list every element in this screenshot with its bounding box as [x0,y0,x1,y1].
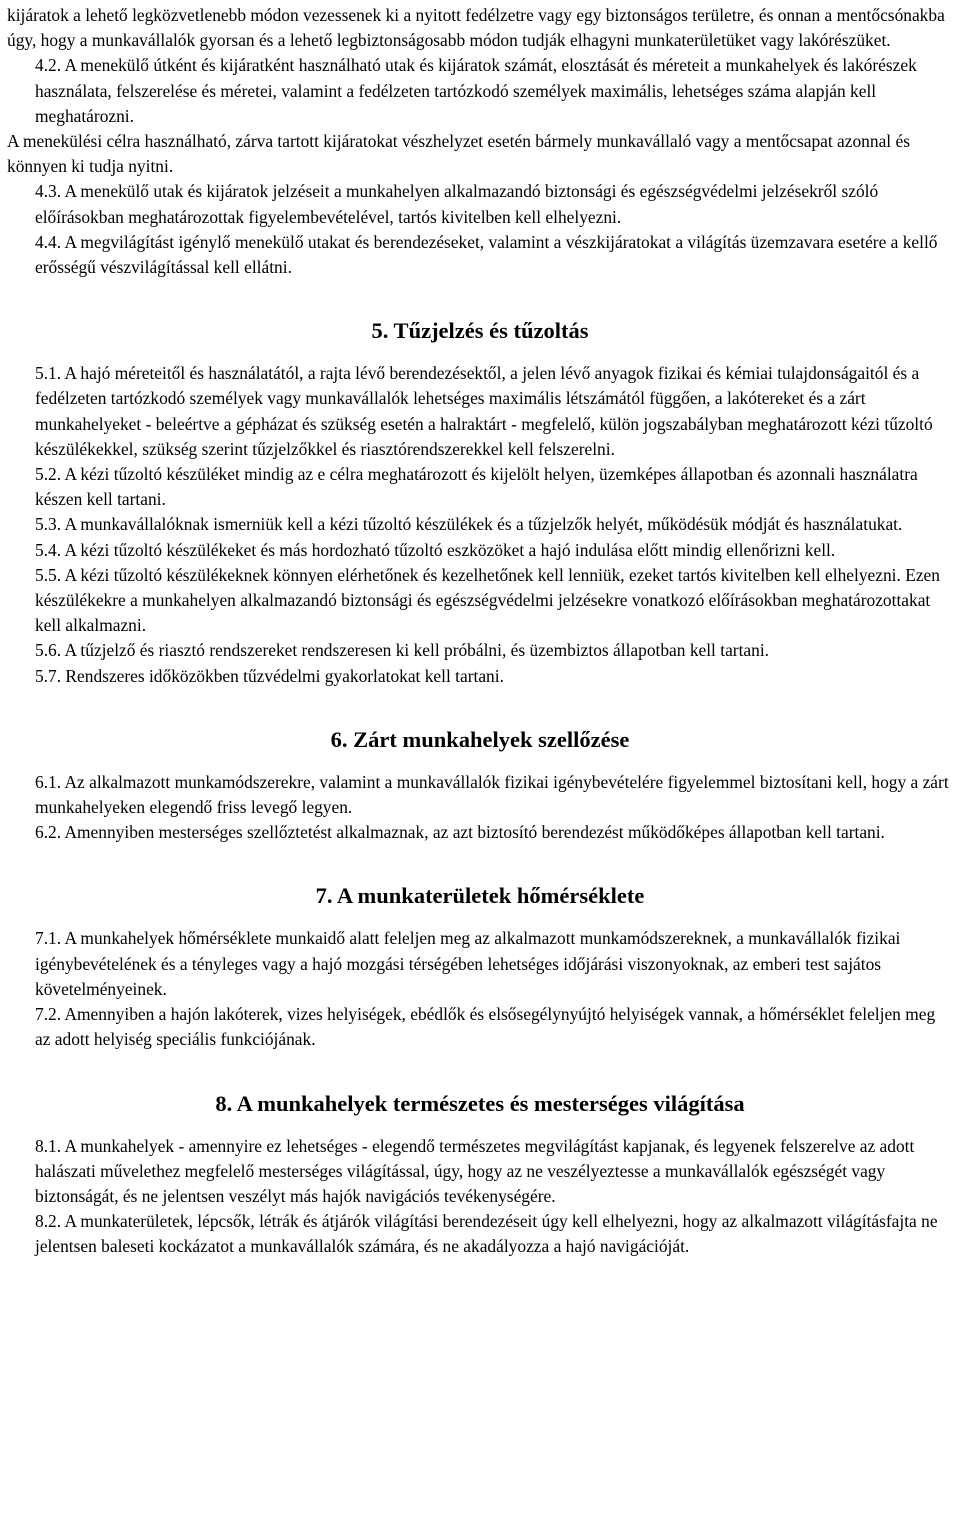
paragraph-5-4: 5.4. A kézi tűzoltó készülékeket és más hordozható tűzoltó eszközöket a hajó indulása előtt mindig ellenőrizni kell. [35,539,836,560]
paragraph-5-6: 5.6. A tűzjelző és riasztó rendszereket rendszeresen ki kell próbálni, és üzembiztos állapotban kell tartani. [35,640,770,661]
paragraph-4-2-cont: A menekülési célra használható, zárva tartott kijáratokat vészhelyzet esetén bármely munkavállaló vagy a mentőcsapat azonnal és könnyen ki tudja nyitni. [7,131,910,177]
paragraph-4-3: 4.3. A menekülő utak és kijáratok jelzéseit a munkahelyen alkalmazandó biztonsági és egészségvédelmi jelzésekről szóló előírásokban meghatározottak figyelembevételével, tartós kivitelben kell elhelyezni. [35,181,879,227]
section-8-title: 8. A munkahelyek természetes és mesterséges világítása [215,1090,745,1116]
paragraph-7-1: 7.1. A munkahelyek hőmérséklete munkaidő alatt feleljen meg az alkalmazott munkamódszereknek, a munkavállalók fizikai igénybevételének és a tényleges vagy a hajó mozgási térségében lehetséges időjárási viszonyoknak, az emberi test sajátos követelményeinek. [35,928,901,999]
paragraph-4-2: 4.2. A menekülő útként és kijáratként használható utak és kijáratok számát, elosztását és méreteit a munkahelyek és lakórészek használata, felszerelése és méretei, valamint a fedélzeten tartózkodó személyek maximális, lehetséges száma alapján kell meghatározni. [35,55,917,126]
paragraph-7-2: 7.2. Amennyiben a hajón lakóterek, vizes helyiségek, ebédlők és elsősegélynyújtó helyiségek vannak, a hőmérséklet feleljen meg az adott helyiség speciális funkciójának. [35,1004,936,1050]
paragraph-6-2: 6.2. Amennyiben mesterséges szellőztetést alkalmaznak, az azt biztosító berendezést működőképes állapotban kell tartani. [35,822,885,843]
paragraph-8-2: 8.2. A munkaterületek, lépcsők, létrák és átjárók világítási berendezéseit úgy kell elhelyezni, hogy az alkalmazott világításfajta ne jelentsen baleseti kockázatot a munkavállalók számára, és ne akadályozza a hajó navigációját. [35,1211,938,1257]
paragraph-5-1: 5.1. A hajó méreteitől és használatától, a rajta lévő berendezésektől, a jelen lévő anyagok fizikai és kémiai tulajdonságaitól és a fedélzeten tartózkodó személyek vagy munkavállalók lehetséges maximális létszámától függően, a lakótereket és a zárt munkahelyeket - beleértve a gépházat és szükség esetén a halraktárt - megfelelő, külön jogszabályban meghatározott kézi tűzoltó készülékekkel, szükség szerint tűzjelzőkkel és riasztórendszerekkel kell felszerelni. [35,363,933,459]
section-7-title: 7. A munkaterületek hőmérséklete [315,883,645,909]
section-6-title: 6. Zárt munkahelyek szellőzése [330,726,630,752]
paragraph-5-5: 5.5. A kézi tűzoltó készülékeknek könnyen elérhetőnek és kezelhetőnek kell lenniük, ezeket tartós kivitelben kell elhelyezni. Ezen készülékekre a munkahelyen alkalmazandó biztonsági és egészségvédelmi jelzésekre vonatkozó előírásokban meghatározottakat kell alkalmazni. [35,564,940,636]
paragraph-5-7: 5.7. Rendszeres időközökben tűzvédelmi gyakorlatokat kell tartani. [35,665,504,686]
paragraph-6-1: 6.1. Az alkalmazott munkamódszerekre, valamint a munkavállalók fizikai igénybevételére figyelemmel biztosítani kell, hogy a zárt munkahelyeken elegendő friss levegő legyen. [35,771,949,818]
paragraph-8-1: 8.1. A munkahelyek - amennyire ez lehetséges - elegendő természetes megvilágítást kapjanak, és legyenek felszerelve az adott halászati művelethez megfelelő mesterséges világítással, úgy, hogy az ne veszélyeztesse a munkavállalók egészségét vagy biztonságát, és ne jelentsen veszélyt más hajók navigációs tevékenységére. [35,1135,915,1206]
paragraph-continuation: kijáratok a lehető legközvetlenebb módon vezessenek ki a nyitott fedélzetre vagy egy biztonságos területre, és onnan a mentőcsónakba úgy, hogy a munkavállalók gyorsan és a lehető legbiztonságosabb módon tudják elhagyni munkaterületüket vagy lakórészüket. [7,5,945,51]
paragraph-5-2: 5.2. A kézi tűzoltó készüléket mindig az e célra meghatározott és kijelölt helyen, üzemképes állapotban és azonnali használatra készen kell tartani. [35,464,918,510]
section-5-title: 5. Tűzjelzés és tűzoltás [371,318,589,344]
paragraph-5-3: 5.3. A munkavállalóknak ismerniük kell a kézi tűzoltó készülékek és a tűzjelzők helyét, működésük módját és használatukat. [35,514,903,535]
paragraph-4-4: 4.4. A megvilágítást igénylő menekülő utakat és berendezéseket, valamint a vészkijáratokat a világítás üzemzavara esetére a kellő erősségű vészvilágítással kell ellátni. [35,231,938,278]
